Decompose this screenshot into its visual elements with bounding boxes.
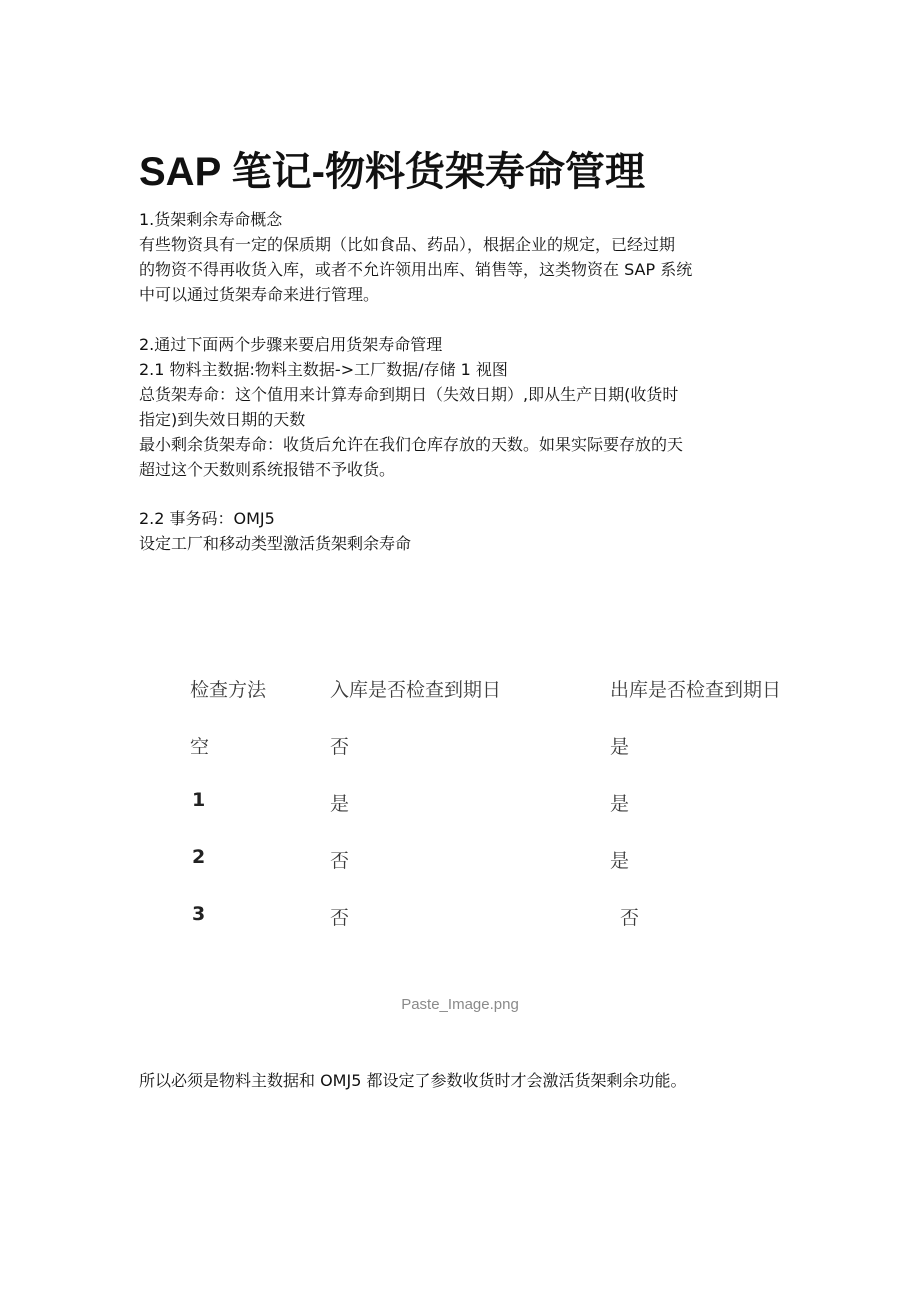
section-2-line: 最小剩余货架寿命：收货后允许在我们仓库存放的天数。如果实际要存放的天 [139, 435, 684, 454]
conclusion-line: 所以必须是物料主数据和 OMJ5 都设定了参数收货时才会激活货架剩余功能。 [139, 1071, 687, 1090]
section-1-line: 的物资不得再收货入库，或者不允许领用出库、销售等，这类物资在 SAP 系统 [139, 260, 693, 279]
section-2-line: 总货架寿命：这个值用来计算寿命到期日（失效日期）,即从生产日期(收货时 [139, 385, 679, 404]
section-2 [139, 332, 799, 482]
section-1 [139, 207, 799, 307]
table-cell: 2 [192, 846, 206, 868]
table-cell: 否 [330, 850, 350, 872]
table-cell: 1 [192, 789, 206, 811]
table-header-cell: 入库是否检查到期日 [330, 679, 502, 701]
table-cell: 是 [610, 850, 630, 872]
section-3 [139, 506, 799, 556]
section-3-heading: 2.2 事务码：OMJ5 [139, 509, 275, 528]
table-cell: 否 [330, 907, 350, 929]
section-1-line: 中可以通过货架寿命来进行管理。 [139, 285, 380, 304]
section-3-line: 设定工厂和移动类型激活货架剩余寿命 [139, 534, 412, 553]
conclusion [139, 1068, 839, 1093]
table-cell: 空 [190, 736, 210, 758]
page-title: SAP 笔记-物料货架寿命管理 [139, 150, 645, 194]
table-header-cell: 出库是否检查到期日 [610, 679, 782, 701]
table-header-cell: 检查方法 [190, 679, 267, 701]
section-2-heading: 2.通过下面两个步骤来要启用货架寿命管理 [139, 335, 443, 354]
table-cell: 否 [620, 907, 640, 929]
pasted-table-image [180, 668, 840, 938]
section-1-line: 有些物资具有一定的保质期（比如食品、药品），根据企业的规定，已经过期 [139, 235, 676, 254]
table-cell: 是 [610, 793, 630, 815]
section-2-line: 指定)到失效日期的天数 [139, 410, 306, 429]
section-1-heading: 1.货架剩余寿命概念 [139, 210, 283, 229]
image-caption: Paste_Image.png [401, 996, 519, 1013]
table-cell: 是 [610, 736, 630, 758]
table-cell: 否 [330, 736, 350, 758]
table-cell: 是 [330, 793, 350, 815]
section-2-line: 超过这个天数则系统报错不予收货。 [139, 460, 396, 479]
section-2-subheading: 2.1 物料主数据:物料主数据->工厂数据/存储 1 视图 [139, 360, 508, 379]
table-cell: 3 [192, 903, 206, 925]
